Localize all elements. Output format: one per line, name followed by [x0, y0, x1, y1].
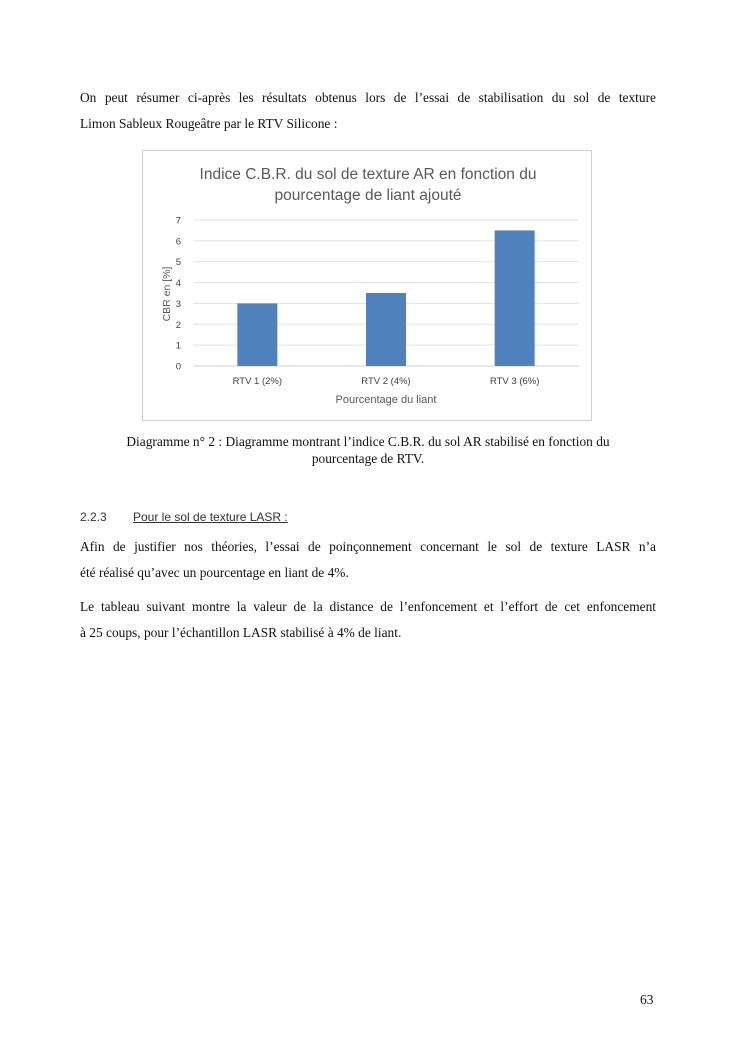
x-tick-label: RTV 3 (6%) [489, 376, 540, 387]
y-tick-label: 6 [175, 236, 181, 248]
y-tick-label: 5 [175, 257, 181, 269]
chart-y-ticks [176, 216, 181, 373]
y-tick-label: 4 [175, 278, 181, 290]
section-heading [80, 510, 288, 524]
page-number: 63 [640, 992, 654, 1007]
intro-line-1: On peut résumer ci-après les résultats obtenus lors de l’essai de stabilisation du sol de texture [80, 90, 656, 105]
chart-x-ticks [233, 376, 540, 387]
bar-chart [143, 151, 591, 420]
bar-2 [366, 293, 406, 366]
chart-bars [237, 230, 534, 366]
para2-line-1: Afin de justifier nos théories, l’essai de poinçonnement concernant le sol de texture LASR n’a [80, 539, 656, 554]
chart-title-line-2: pourcentage de liant ajouté [274, 187, 462, 204]
para3-line-2: à 25 coups, pour l’échantillon LASR stabilisé à 4% de liant. [80, 625, 402, 640]
x-tick-label: RTV 1 (2%) [232, 376, 283, 387]
y-tick-label: 0 [175, 361, 181, 373]
figure-caption [80, 433, 656, 467]
caption-line-1: Diagramme n° 2 : Diagramme montrant l’indice C.B.R. du sol AR stabilisé en fonction du [126, 434, 610, 449]
y-tick-label: 2 [175, 319, 181, 331]
section-title: Pour le sol de texture LASR : [133, 510, 288, 524]
y-tick-label: 3 [175, 298, 181, 310]
paragraph-table-intro [80, 594, 656, 646]
para3-line-1: Le tableau suivant montre la valeur de la distance de l’enfoncement et l’effort de cet enfoncement [80, 599, 656, 614]
chart-y-axis-label: CBR en [%] [161, 266, 173, 322]
section-number: 2.2.3 [80, 510, 107, 524]
para2-line-2: été réalisé qu’avec un pourcentage en liant de 4%. [80, 565, 349, 580]
chart-x-axis-label: Pourcentage du liant [335, 394, 437, 406]
chart-frame [142, 150, 592, 421]
chart-title-line-1: Indice C.B.R. du sol de texture AR en fonction du [199, 166, 537, 183]
x-tick-label: RTV 2 (4%) [361, 376, 411, 387]
paragraph-justification [80, 534, 656, 586]
y-tick-label: 7 [175, 215, 181, 227]
y-tick-label: 1 [175, 340, 181, 352]
caption-line-2: pourcentage de RTV. [311, 451, 425, 466]
bar-1 [237, 303, 277, 366]
bar-3 [495, 230, 535, 366]
intro-paragraph [80, 85, 656, 137]
intro-line-2: Limon Sableux Rougeâtre par le RTV Silicone : [80, 116, 338, 131]
